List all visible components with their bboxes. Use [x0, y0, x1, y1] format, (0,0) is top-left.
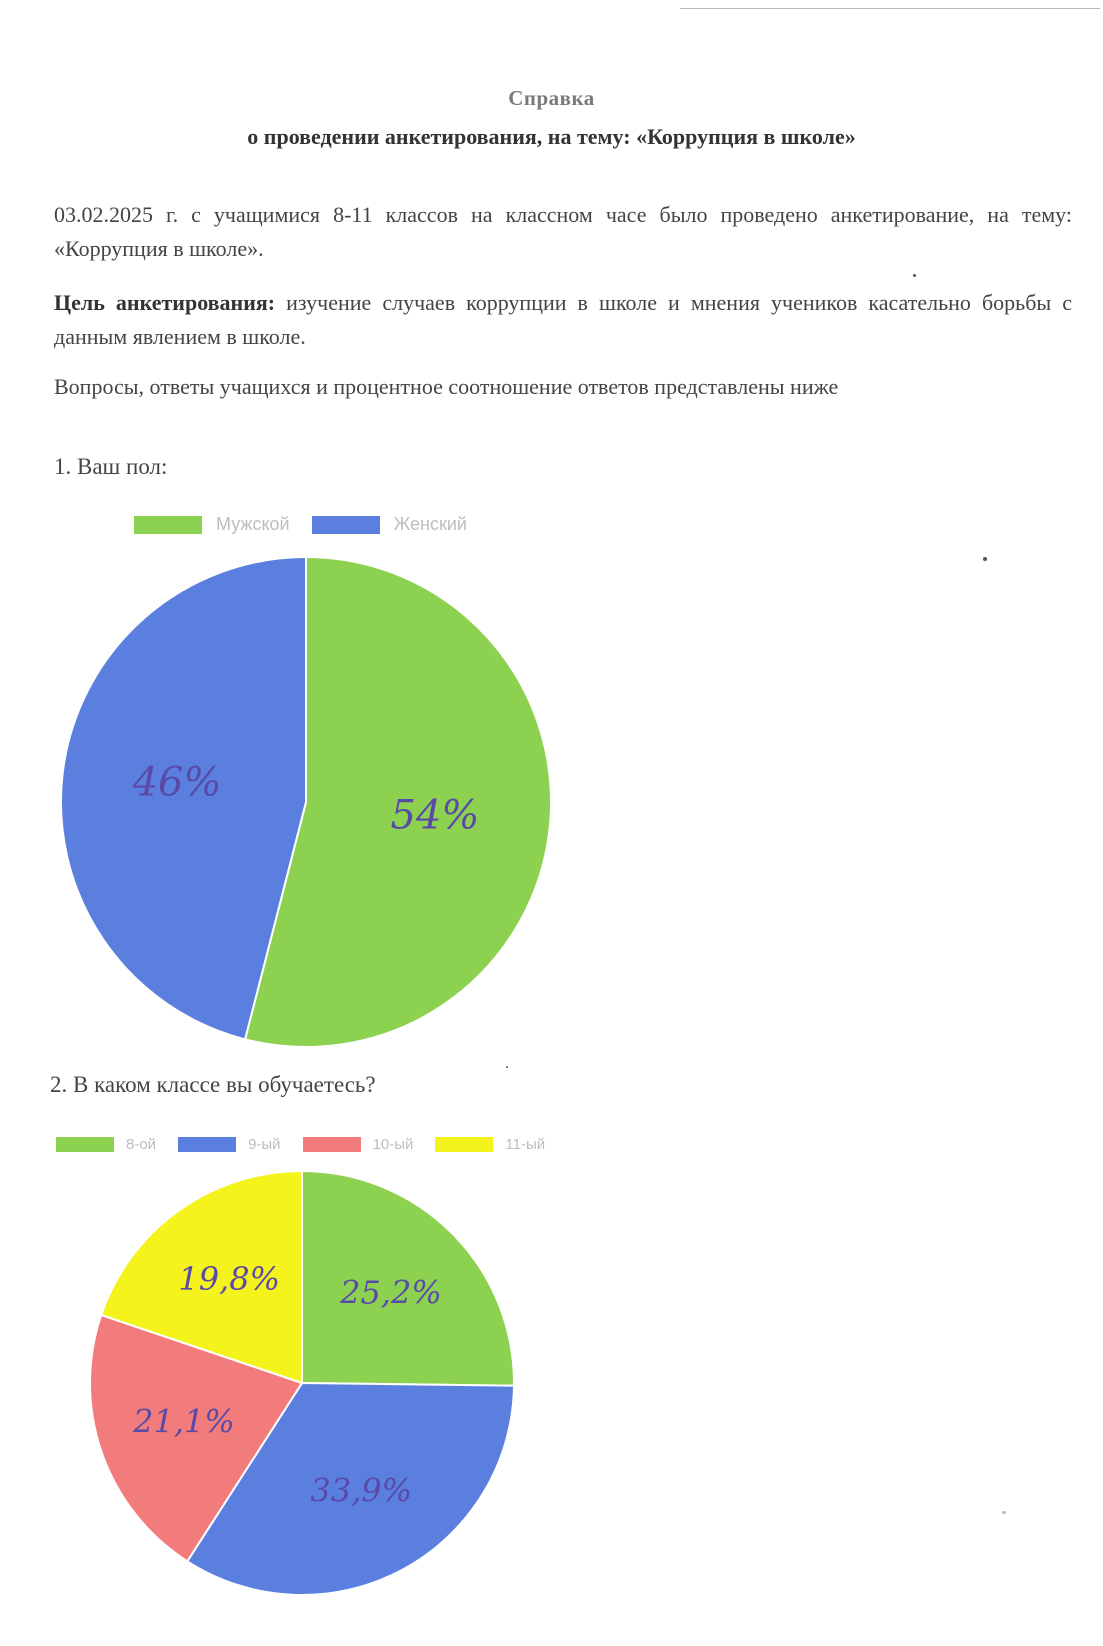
chart2-legend-item [178, 1136, 303, 1153]
legend-label: 10-ый [372, 1136, 414, 1153]
chart1-legend [134, 514, 467, 535]
note-paragraph: Вопросы, ответы учащихся и процентное соотношение ответов представлены ниже [54, 374, 839, 399]
legend-label: Женский [393, 514, 467, 534]
goal-label: Цель анкетирования: [54, 290, 276, 315]
question-2: 2. В каком классе вы обучаетесь? [50, 1072, 376, 1097]
legend-swatch [312, 516, 380, 534]
legend-label: 11-ый [505, 1136, 546, 1153]
scan-speck [1002, 1511, 1006, 1514]
legend-swatch [56, 1137, 114, 1152]
chart2-legend-item [303, 1136, 436, 1153]
pie-data-label: 25,2% [340, 1273, 442, 1312]
legend-label: 8-ой [126, 1136, 157, 1153]
legend-swatch [303, 1137, 361, 1152]
doc-title: Справка [508, 86, 595, 110]
chart2-legend-item [56, 1136, 178, 1153]
scan-speck [506, 1066, 508, 1068]
legend-label: 9-ый [248, 1136, 281, 1153]
scan-speck [913, 274, 916, 277]
pie-data-label: 33,9% [310, 1471, 413, 1510]
pie-data-label: 54% [390, 792, 480, 839]
doc-subtitle: о проведении анкетирования, на тему: «Коррупция в школе» [247, 124, 856, 149]
chart2-legend-item [435, 1136, 545, 1153]
pie-data-label: 19,8% [178, 1259, 280, 1298]
legend-swatch [134, 516, 202, 534]
question-1: 1. Ваш пол: [54, 454, 168, 479]
chart1-legend-item [134, 514, 312, 535]
chart1-legend-item [312, 514, 467, 535]
goal-text: изучение случаев коррупции в школе и мнения учеников касательно борьбы с данным явлением в школе. [54, 290, 1072, 349]
intro-paragraph: 03.02.2025 г. с учащимися 8-11 классов на классном часе было проведено анкетирование, на тему: «Коррупция в школе». [54, 202, 1072, 261]
legend-label: Мужской [216, 514, 290, 534]
legend-swatch [435, 1137, 493, 1152]
pie-data-label: 46% [132, 759, 222, 806]
goal-paragraph [54, 286, 1072, 354]
legend-swatch [178, 1137, 236, 1152]
gender-pie-chart [56, 552, 556, 1052]
scan-edge-line [680, 8, 1100, 9]
pie-data-label: 21,1% [133, 1402, 235, 1441]
grade-pie-chart [92, 1168, 522, 1598]
scan-speck [983, 557, 987, 561]
chart2-legend [56, 1136, 545, 1153]
